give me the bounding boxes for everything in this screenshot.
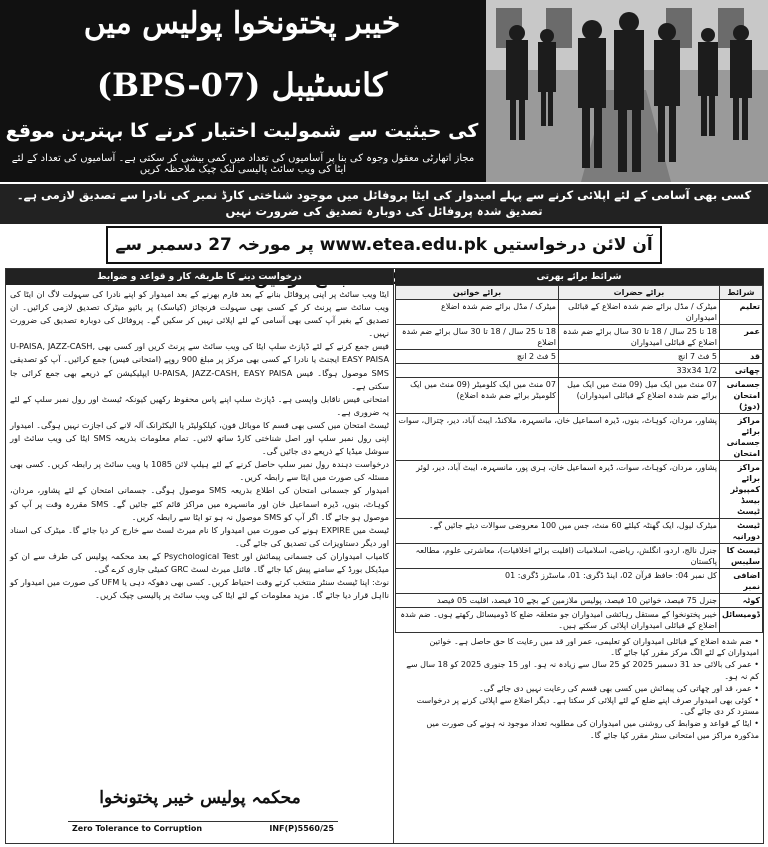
- header-tagline: کی حیثیت سے شمولیت اختیار کرنے کا بہترین موقع: [5, 120, 479, 142]
- condition-label: مراکز برائے کمپیوٹر بیسڈ ٹیسٹ: [719, 461, 762, 519]
- list-item: • عمر کی بالائی حد 31 دسمبر 2025 کو 25 سال سے زیادہ نہ ہو۔ اور 15 جنوری 2025 کو 18 سال سے کم نہ ہو۔: [406, 660, 759, 681]
- table-row: [396, 461, 763, 519]
- procedure-paragraph: ٹیسٹ میں EXPIRE ہونے کی صورت میں امیدوار کا نام میرٹ لسٹ سے خارج کر دیا جائے گا۔ میٹرک کی اسناد اور دیگر دستاویزات کی تصدیق کی جائے گی۔: [10, 524, 389, 548]
- header-section: [0, 0, 768, 182]
- conditions-table: [395, 285, 763, 633]
- table-row: [396, 519, 763, 544]
- col-header-men: برائے حضرات: [558, 286, 719, 300]
- table-row: [396, 378, 763, 414]
- condition-men: 5 فٹ 7 انچ: [558, 350, 719, 364]
- footer-bar: [68, 821, 338, 835]
- table-row: [396, 300, 763, 325]
- header-line1: خیبر پختونخوا پولیس میں: [83, 6, 401, 41]
- condition-label: عمر: [719, 325, 762, 350]
- table-header-row: [396, 286, 763, 300]
- table-row: [396, 364, 763, 378]
- notes-list: [395, 633, 763, 745]
- procedure-paragraph: فیس جمع کرنے کے لئے ڈپازٹ سلپ ایٹا کی ویب سائٹ سے پرنٹ کریں اور کسی بھی U-PAISA, JAZZ-CASH, EASY PAISA ایجنٹ یا نادرا کے کسی بھی مرکز پر مبلغ 900 روپے (امتحانی فیس) جمع کرائیں۔ آپ کو تصدیقی SMS موصول ہوگا۔ فیس U-PAISA, JAZZ-CASH, EASY PAISA ایپلیکیشن کے ذریعے بھی جمع کرائی جا سکتی ہے۔: [10, 341, 389, 391]
- condition-label: مراکز برائے جسمانی امتحان: [719, 414, 762, 461]
- condition-value: جنرل نالج، اردو، انگلش، ریاضی، اسلامیات (اقلیت برائے اخلاقیات)، معاشرتی علوم، مطالعہ پاکستان: [396, 544, 720, 569]
- condition-men: میٹرک / مڈل برائے ضم شدہ اضلاع کے قبائلی امیدواران: [558, 300, 719, 325]
- procedure-body: [6, 285, 393, 785]
- ad-reference-number: INF(P)5560/25: [269, 824, 334, 833]
- procedure-paragraph: ایٹا ویب سائٹ پر اپنی پروفائل بنانے کے بعد فارم بھرنے کے بعد امیدوار کو اپنے نادرا کی سہولت لاگ ان ایٹا کی ویب سائٹ سے پرنٹ کر کے کسی بھی سہولت فرنچائز (کیاسک) پر بائیو میٹرک تصدیق لازمی کرائیں۔ ان تصدیق کے بغیر آپ کسی بھی آسامی کے لئے اپلائی نہیں کر سکیں گے۔ پروفائل کی دوبارہ تصدیق کی ضرورت نہیں۔: [10, 289, 389, 339]
- list-item: • ایٹا کے قواعد و ضوابط کی روشنی میں امیدواران کی مطلوبہ تعداد موجود نہ ہونے کی صورت میں مذکورہ مراکز میں امتحانی سنٹر مقرر کیا جائے گا۔: [426, 719, 759, 740]
- conditions-column: [395, 269, 763, 843]
- police-parade-photo: [486, 0, 768, 182]
- table-row: [396, 325, 763, 350]
- procedure-paragraph: امتحانی فیس ناقابل واپسی ہے۔ ڈپازٹ سلپ اپنے پاس محفوظ رکھیں کیونکہ ٹیسٹ اور رول نمبر سلپ کے لئے یہ ضروری ہے۔: [10, 393, 389, 417]
- condition-men: 33x34 1/2: [558, 364, 719, 378]
- issuer-signature: محکمہ پولیس خیبر پختونخوا: [99, 788, 301, 808]
- table-row: [396, 544, 763, 569]
- condition-value: جنرل 75 فیصد، خواتین 10 فیصد، پولیس ملازمین کے بچے 10 فیصد، اقلیت 05 فیصد: [396, 594, 720, 608]
- procedure-column: [6, 269, 394, 843]
- condition-women: 5 فٹ 2 انچ: [396, 350, 559, 364]
- table-row: [396, 608, 763, 633]
- condition-label: کوٹہ: [719, 594, 762, 608]
- condition-men: 07 منٹ میں ایک میل (09 منٹ میں ایک میل برائے ضم شدہ اضلاع کے قبائلی امیدواران): [558, 378, 719, 414]
- condition-label: ٹیسٹ کا سلیبس: [719, 544, 762, 569]
- condition-value: کل نمبر 04: حافظ قرآن 02، اینڈ ڈگری: 01، ماسٹرز ڈگری: 01: [396, 569, 720, 594]
- condition-value: پشاور، مردان، کوہاٹ، سوات، ڈیرہ اسماعیل خان، ہری پور، مانسہرہ، ایبٹ آباد، دیر، لوئر: [396, 461, 720, 519]
- verification-banner: کسی بھی آسامی کے لئے اپلائی کرنے سے پہلے امیدوار کی ایٹا پروفائل میں موجود شناختی کارڈ نمبر کی نادرا سے تصدیق لازمی ہے۔ تصدیق شدہ پروفائل کی دوبارہ تصدیق کی ضرورت نہیں: [0, 184, 768, 224]
- condition-label: جسمانی امتحان (دوڑ): [719, 378, 762, 414]
- condition-label: اضافی نمبر: [719, 569, 762, 594]
- anti-corruption-slogan: Zero Tolerance to Corruption: [72, 824, 203, 833]
- condition-value: میٹرک لیول، ایک گھنٹہ کیلئے 60 منٹ، جس میں 100 معروضی سوالات دیئے جائیں گے۔: [396, 519, 720, 544]
- condition-label: ٹیسٹ دورانیہ: [719, 519, 762, 544]
- procedure-paragraph: ٹیسٹ امتحان میں کسی بھی قسم کا موبائل فون، کیلکولیٹر یا الیکٹرانک آلہ لانے کی اجازت نہیں ہوگی۔ امیدوار اپنی رول نمبر سلپ اور اصل شناختی کارڈ ساتھ لائیں۔ تمام معلومات بذریعہ SMS ایٹا کی ویب سائٹ اور سوشل میڈیا کے ذریعے دی جائیں گی۔: [10, 419, 389, 457]
- condition-women: [396, 364, 559, 378]
- condition-women: میٹرک / مڈل برائے ضم شدہ اضلاع: [396, 300, 559, 325]
- main-content: [5, 268, 764, 844]
- table-row: [396, 350, 763, 364]
- condition-value: خیبر پختونخوا کے مستقل رہائشی امیدواران جو متعلقہ ضلع کا ڈومیسائل رکھتے ہوں۔ ضم شدہ اضلاع کے قبائلی امیدواران اپلائی کر سکتے ہیں۔: [396, 608, 720, 633]
- condition-label: تعلیم: [719, 300, 762, 325]
- list-item: • عمر، قد اور چھاتی کی پیمائش میں کسی بھی قسم کی رعایت نہیں دی جائے گی۔: [479, 683, 759, 693]
- post-title: کانسٹیبل (BPS-07): [96, 66, 388, 104]
- condition-label: ڈومیسائل: [719, 608, 762, 633]
- procedure-paragraph: درخواست دہندہ رول نمبر سلپ حاصل کرنے کے لئے ہیلپ لائن 1085 یا ویب سائٹ پر رابطہ کریں۔ کسی بھی مسئلہ کی صورت میں ایٹا سے رابطہ کریں۔: [10, 459, 390, 483]
- col-header-condition: شرائط: [719, 286, 762, 300]
- condition-label: چھاتی: [719, 364, 762, 378]
- condition-women: 07 منٹ میں ایک کلومیٹر (09 منٹ میں ایک کلومیٹر برائے ضم شدہ اضلاع): [396, 378, 559, 414]
- table-row: [396, 594, 763, 608]
- procedure-paragraph: کامیاب امیدواران کی جسمانی پیمائش اور Psychological Test کے بعد محکمہ پولیس کی طرف سے ان کو میڈیکل بورڈ کے سامنے پیش کیا جائے گا۔ فائنل میرٹ لسٹ GRC کمیٹی جاری کرے گی۔: [10, 550, 389, 574]
- apply-online-banner: آن لائن درخواستیں www.etea.edu.pk پر مورخہ 27 دسمبر سے: [106, 226, 662, 264]
- col-header-women: برائے خواتین: [396, 286, 559, 300]
- condition-label: قد: [719, 350, 762, 364]
- condition-value: پشاور، مردان، کوہاٹ، بنوں، ڈیرہ اسماعیل خان، مانسہرہ، ملاکنڈ، ایبٹ آباد، دیر، چترال، سوات: [396, 414, 720, 461]
- condition-women: 18 تا 25 سال / 18 تا 30 سال برائے ضم شدہ اضلاع: [396, 325, 559, 350]
- header-note: مجاز اتھارٹی معقول وجوہ کی بنا پر آسامیوں کی تعداد میں کمی بیشی کر سکتی ہے۔ آسامیوں کی تعداد کے لئے ایٹا کی ویب سائٹ پالیسی لنک چیک ملاحظہ کریں: [11, 153, 475, 175]
- conditions-heading: شرائط برائے بھرتی: [395, 269, 763, 285]
- procedure-heading: درخواست دینے کا طریقہ کار و قواعد و ضوابط: [6, 269, 393, 285]
- header-text-block: [0, 0, 484, 182]
- procedure-paragraph: نوٹ: اپنا ٹیسٹ سنٹر منتخب کرتے وقت احتیاط کریں۔ کسی بھی دھوکہ دہی یا UFM کی صورت میں امیدوار کو نااہل قرار دیا جائے گا۔ مزید معلومات کے لئے ایٹا کی ویب سائٹ پر پالیسی چیک کریں۔: [10, 577, 389, 601]
- procedure-paragraph: امیدوار کو جسمانی امتحان کی اطلاع بذریعہ SMS موصول ہوگی۔ جسمانی امتحان کے لئے پشاور، مردان، کوہاٹ، بنوں، ڈیرہ اسماعیل خان اور مانسہرہ میں مراکز قائم کئے جائیں گے۔ SMS مقررہ وقت پر آپ کو موصول ہو جائے گا۔ اگر آپ کو SMS موصول نہ ہو تو ایٹا سے رابطہ کریں۔: [10, 485, 389, 522]
- police-parade-illustration: [486, 0, 768, 182]
- list-item: • ضم شدہ اضلاع کے قبائلی امیدواران کو تعلیمی، عمر اور قد میں رعایت کا حق حاصل ہے۔ خواتین امیدواران کے لئے الگ مرکز مقرر کیا جائے گا۔: [429, 637, 759, 658]
- table-row: [396, 414, 763, 461]
- list-item: • کوئی بھی امیدوار صرف اپنے ضلع کے لئے اپلائی کر سکتا ہے۔ دیگر اضلاع سے اپلائی کرنے پر درخواست مسترد کر دی جائے گی۔: [416, 696, 759, 717]
- condition-men: 18 تا 25 سال / 18 تا 30 سال برائے ضم شدہ اضلاع کے قبائلی امیدواران: [558, 325, 719, 350]
- table-row: [396, 569, 763, 594]
